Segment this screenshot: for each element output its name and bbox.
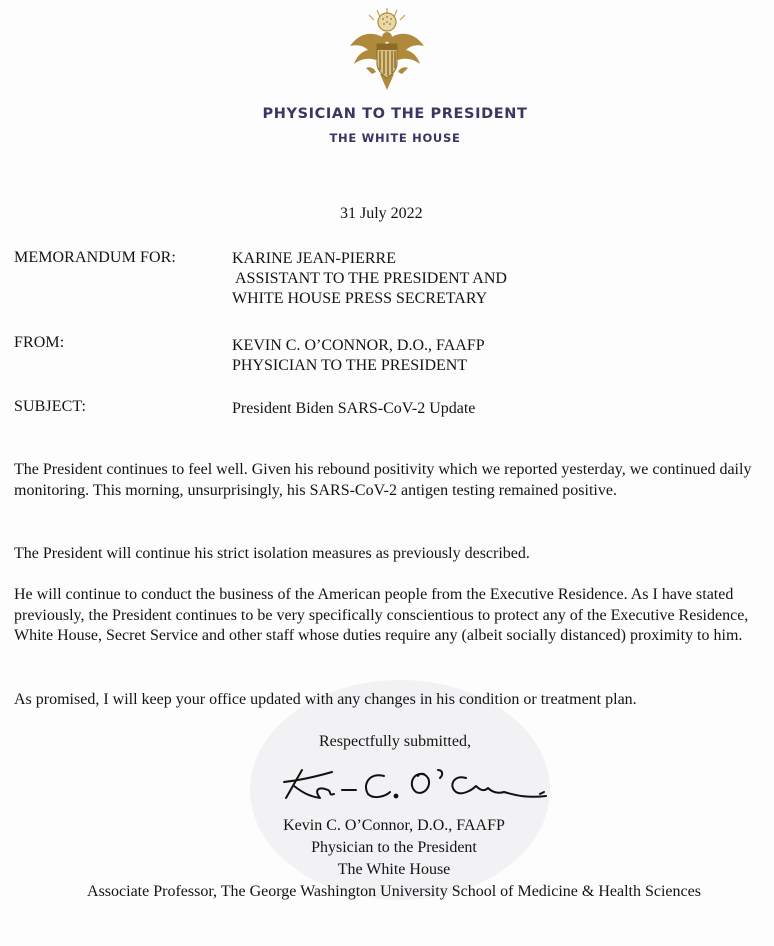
- memo-for-value: [232, 249, 507, 309]
- body-paragraph-3: He will continue to conduct the business of the American people from the Executive Residence. As I have stated previously, the President continues to be very specifically conscientious to protect any of the Executive Residence, White House, Secret Service and other staff whose duties require any (albeit socially distanced) proximity to him.: [14, 586, 749, 644]
- presidential-seal-icon: [344, 6, 430, 92]
- signer-organization: The White House: [337, 861, 451, 878]
- body-paragraph-2: The President will continue his strict isolation measures as previously described.: [14, 545, 530, 562]
- signature-block: [0, 815, 774, 903]
- letterhead-organization: THE WHITE HOUSE: [329, 131, 461, 145]
- signer-affiliation: Associate Professor, The George Washington University School of Medicine & Health Sciences: [87, 883, 701, 900]
- memo-from-line: PHYSICIAN TO THE PRESIDENT: [232, 357, 468, 374]
- memo-subject-label: SUBJECT:: [14, 398, 87, 415]
- body-paragraph-4: As promised, I will keep your office updated with any changes in his condition or treatment plan.: [14, 691, 637, 708]
- handwritten-signature: [272, 756, 558, 816]
- body-paragraph-1: The President continues to feel well. Given his rebound positivity which we reported yesterday, we continued daily monitoring. This morning, unsurprisingly, his SARS-CoV-2 antigen testing remained positive.: [14, 461, 752, 499]
- memo-for-line: WHITE HOUSE PRESS SECRETARY: [232, 290, 488, 307]
- memo-from-label: FROM:: [14, 334, 65, 351]
- signer-title: Physician to the President: [311, 839, 477, 856]
- memo-for-line: ASSISTANT TO THE PRESIDENT AND: [235, 270, 507, 287]
- memo-for-line: KARINE JEAN-PIERRE: [232, 250, 396, 267]
- letterhead-office: PHYSICIAN TO THE PRESIDENT: [262, 106, 528, 122]
- memo-for-label: MEMORANDUM FOR:: [14, 249, 176, 266]
- closing-text: Respectfully submitted,: [319, 733, 471, 750]
- memo-from-line: KEVIN C. O’CONNOR, D.O., FAAFP: [232, 337, 485, 354]
- signer-name: Kevin C. O’Connor, D.O., FAAFP: [283, 817, 505, 834]
- memo-from-value: [232, 336, 485, 376]
- memo-date: 31 July 2022: [340, 205, 423, 222]
- memo-subject-value: President Biden SARS-CoV-2 Update: [232, 400, 476, 417]
